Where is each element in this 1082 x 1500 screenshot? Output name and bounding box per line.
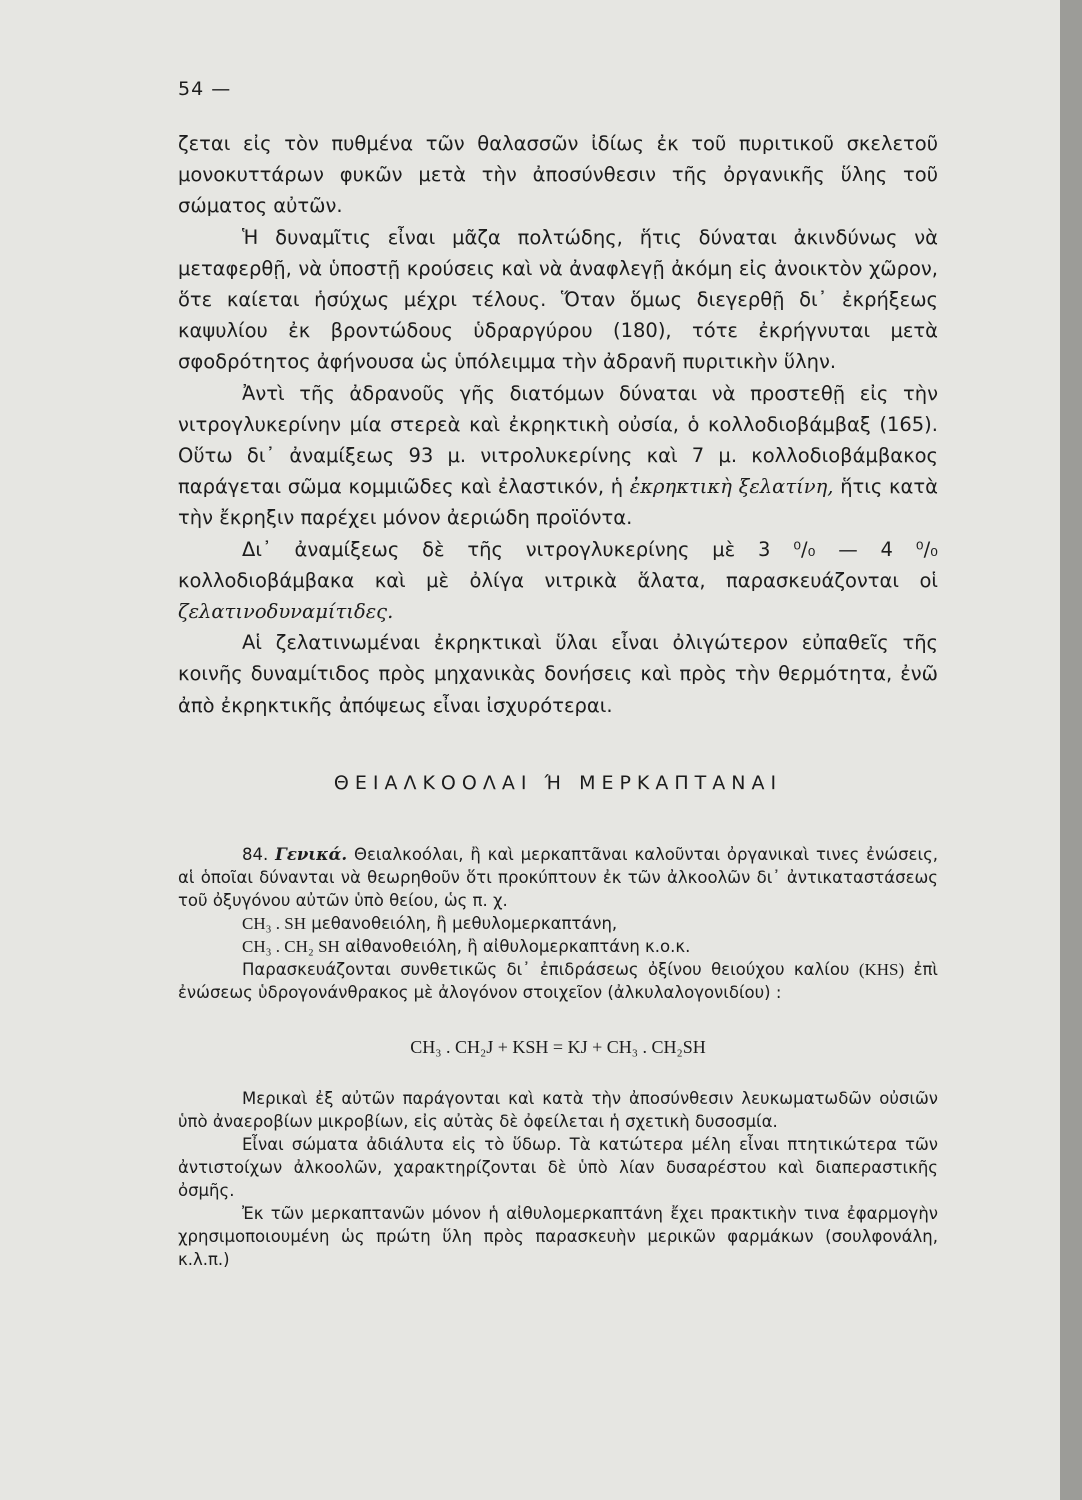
paragraph: Ἡ δυναμῖτις εἶναι μᾶζα πολτώδης, ἥτις δύναται ἀκινδύνως νὰ μεταφερθῇ, νὰ ὑποστῇ κρούσεις καὶ νὰ ἀναφλεγῇ ἀκόμη εἰς ἀνοικτὸν χῶρον, ὅτε καίεται ἡσύχως μέχρι τέλους. Ὅταν ὅμως διεγερθῇ δι᾽ ἐκρήξεως καψυλίου ἐκ βροντώδους ὑδραργύρου (180), τότε ἐκρήγνυται μετὰ σφοδρότητος ἀφήνουσα ὡς ὑπόλειμμα τὴν ἀδρανῆ πυριτικὴν ὕλην. [178, 225, 938, 374]
page-number: 54 — [178, 78, 232, 100]
paragraph [178, 378, 938, 534]
section-heading: ΘΕΙΑΛΚΟΟΛΑΙ Ή ΜΕΡΚΑΠΤΑΝΑΙ [333, 772, 783, 794]
italic-term: ἐκρηκτικὴ ξελατίνη, [629, 475, 834, 499]
italic-term: ζελατινοδυναμίτιδες. [178, 600, 394, 624]
page-edge [1060, 0, 1082, 1500]
example-line [178, 912, 938, 935]
paragraph [178, 843, 938, 912]
paragraph: Ἐκ τῶν μερκαπτανῶν μόνον ἡ αἰθυλομερκαπτάνη ἔχει πρακτικὴν τινα ἐφαρμογὴν χρησιμοποιουμένη ὡς πρώτη ὕλη πρὸς παρασκευὴν μερικῶν φαρμάκων (σουλφονάλη, κ.λ.π.) [178, 1204, 938, 1269]
chemical-formula: (KHS) [858, 960, 905, 979]
chemical-formula: CH₃ . SH [242, 914, 307, 933]
text-run: ἥτις κατὰ τὴν ἔκρηξιν παρέχει μόνον ἀεριώδη προϊόντα. [178, 475, 938, 530]
paragraph [178, 534, 938, 628]
chemical-formula: CH₃ . CH₂ SH [242, 937, 340, 956]
section-number: 84. [242, 845, 269, 864]
text-run: μεθανοθειόλη, ἢ μεθυλομερκαπτάνη, [311, 914, 618, 933]
text-run: Ἀντὶ τῆς ἀδρανοῦς γῆς διατόμων δύναται νὰ προστεθῇ εἰς τὴν νιτρογλυκερίνην μία στερεὰ καὶ ἐκρηκτικὴ οὐσία, ὁ κολλοδιοβάμβαξ (165). Οὕτω δι᾽ ἀναμίξεως 93 μ. νιτρολυκερίνης καὶ 7 μ. κολλοδιοβάμβακος παράγεται σῶμα κομμιῶδες καὶ ἐλαστικόν, ἡ [178, 381, 938, 499]
section-label: Γενικά. [275, 845, 348, 864]
text-run: ἐπὶ ἐνώσεως ὑδρογονάνθρακος μὲ ἀλογόνον στοιχεῖον (ἀλκυλαλογονιδίου) : [178, 960, 938, 1002]
section-dynamite [178, 128, 938, 721]
paragraph: Εἶναι σώματα ἀδιάλυτα εἰς τὸ ὕδωρ. Τὰ κατώτερα μέλη εἶναι πτητικώτερα τῶν ἀντιστοίχων ἀλκοολῶν, χαρακτηρίζονται δὲ ὑπὸ λίαν δυσαρέστου καὶ διαπεραστικῆς ὀσμῆς. [178, 1135, 938, 1200]
text-run: Παρασκευάζονται συνθετικῶς δι᾽ ἐπιδράσεως ὀξίνου θειούχου καλίου [242, 960, 850, 979]
text-run: αἰθανοθειόλη, ἢ αἰθυλομερκαπτάνη κ.ο.κ. [345, 937, 691, 956]
text-run: Θειαλκοόλαι, ἢ καὶ μερκαπτᾶναι καλοῦνται ὀργανικαὶ τινες ἐνώσεις, αἱ ὁποῖαι δύνανται νὰ θεωρηθοῦν ὅτι προκύπτουν ἐκ τῶν ἀλκοολῶν δι᾽ ἀντικαταστάσεως τοῦ ὀξυγόνου αὐτῶν ὑπὸ θείου, ὡς π. χ. [178, 845, 938, 910]
section-mercaptans [178, 843, 938, 1271]
paragraph: Αἱ ζελατινωμέναι ἐκρηκτικαὶ ὕλαι εἶναι ὀλιγώτερον εὐπαθεῖς τῆς κοινῆς δυναμίτιδος πρὸς μηχανικὰς δονήσεις καὶ πρὸς τὴν θερμότητα, ἐνῶ ἀπὸ ἐκρηκτικῆς ἀπόψεως εἶναι ἰσχυρότεραι. [178, 631, 938, 717]
text-run: Δι᾽ ἀναμίξεως δὲ τῆς νιτρογλυκερίνης μὲ 3 ⁰/₀ — 4 ⁰/₀ κολλοδιοβάμβακα καὶ μὲ ὀλίγα νιτρικὰ ἅλατα, παρασκευάζονται οἱ [178, 537, 938, 592]
example-line [178, 935, 938, 958]
paragraph: Μερικαὶ ἐξ αὐτῶν παράγονται καὶ κατὰ τὴν ἀποσύνθεσιν λευκωματωδῶν οὐσιῶν ὑπὸ ἀναεροβίων μικροβίων, εἰς αὐτὰς δὲ ὀφείλεται ἡ σχετικὴ δυσοσμία. [178, 1089, 938, 1131]
chemical-equation: CH₃ . CH₂J + KSH = KJ + CH₃ . CH₂SH [410, 1037, 706, 1057]
paragraph: ζεται εἰς τὸν πυθμένα τῶν θαλασσῶν ἰδίως ἐκ τοῦ πυριτικοῦ σκελετοῦ μονοκυττάρων φυκῶν μετὰ τὴν ἀποσύνθεσιν τῆς ὀργανικῆς ὕλης τοῦ σώματος αὐτῶν. [178, 132, 938, 218]
paragraph [178, 958, 938, 1004]
